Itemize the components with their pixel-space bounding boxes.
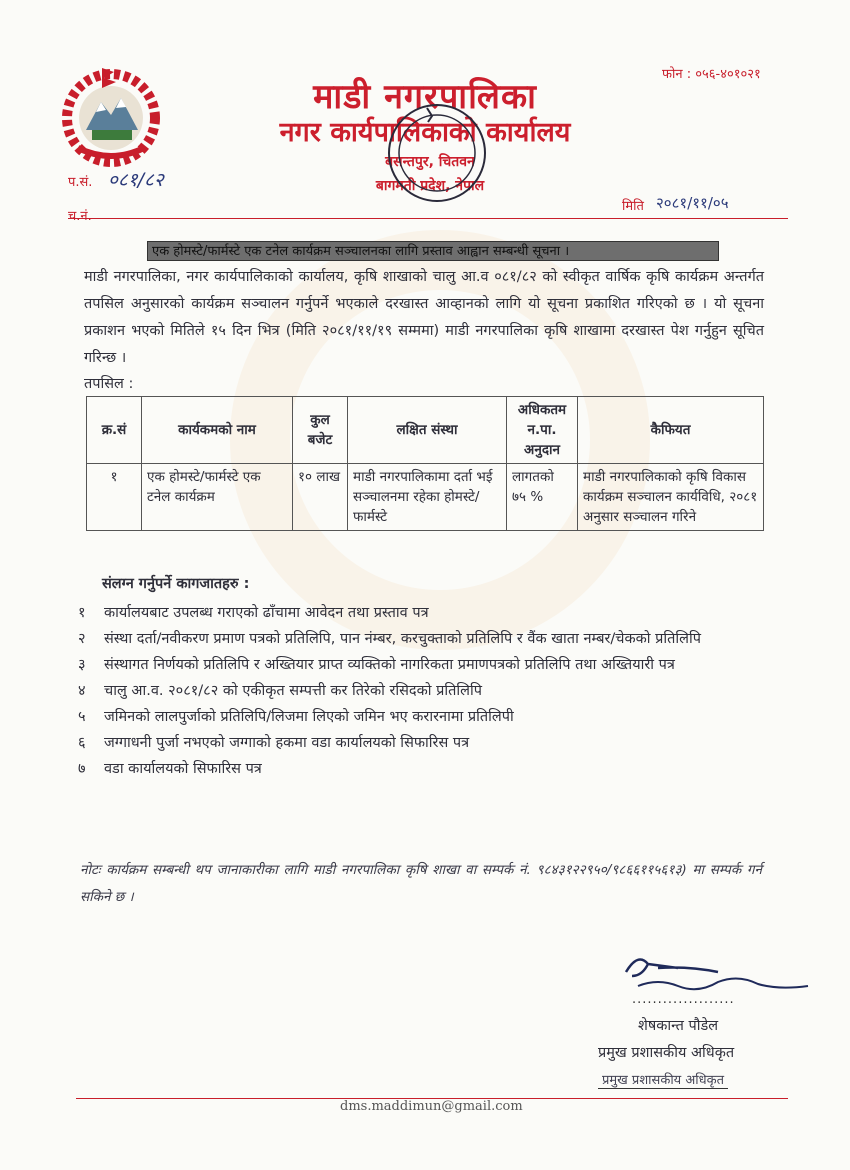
chalani-label: च.नं. — [68, 209, 92, 224]
col-header-grant: अधिकतम न.पा. अनुदान — [507, 397, 578, 464]
item-text: संस्था दर्ता/नवीकरण प्रमाण पत्रको प्रतिलिपि, पान नंम्बर, करचुक्ताको प्रतिलिपि र वैंक खाता नम्बर/चेकको प्रतिलिपि — [104, 631, 701, 647]
details-label: तपसिल : — [84, 376, 134, 392]
item-text: जमिनको लालपुर्जाको प्रतिलिपि/लिजमा लिएको जमिन भए करारनामा प्रतिलिपी — [104, 709, 514, 725]
signatory-title: प्रमुख प्रशासकीय अधिकृत — [598, 1045, 735, 1061]
item-number: २ — [78, 631, 86, 647]
item-number: ७ — [78, 761, 86, 777]
attachments-list — [78, 600, 778, 782]
ref-number-handwritten: ०८१/८२ — [108, 169, 164, 191]
contact-note: नोटः कार्यक्रम सम्बन्धी थप जानाकारीका लागि माडी नगरपालिका कृषि शाखा वा सम्पर्क नं. ९८४३१२२९५०/९८६६११५६१३) मा सम्पर्क गर्न सकिने छ । — [80, 862, 762, 905]
cell-serial: १ — [87, 464, 142, 531]
col-header-remarks: कैफियत — [578, 397, 764, 464]
office-seal-stamp — [382, 98, 492, 208]
col-header-budget: कुल बजेट — [293, 397, 348, 464]
nepal-emblem-logo — [56, 60, 166, 170]
table-row — [87, 464, 764, 531]
item-number: ५ — [78, 709, 86, 725]
location-line-1: बसन्तपुर, चितवन — [385, 154, 475, 170]
list-item — [78, 730, 778, 756]
item-number: १ — [78, 605, 86, 621]
attachments-heading: संलग्न गर्नुपर्ने कागजातहरु : — [102, 576, 250, 592]
col-header-serial: क्र.सं — [87, 397, 142, 464]
list-item — [78, 652, 778, 678]
cell-target: माडी नगरपालिकामा दर्ता भई सञ्चालनमा रहेका होमस्टे/फार्मस्टे — [348, 464, 507, 531]
item-text: जग्गाधनी पुर्जा नभएको जग्गाको हकमा वडा कार्यालयको सिफारिस पत्र — [104, 735, 470, 751]
list-item — [78, 678, 778, 704]
table-header-row — [87, 397, 764, 464]
ref-label: प.सं. — [68, 175, 93, 190]
location-line-2: बागमती प्रदेश, नेपाल — [375, 178, 485, 194]
cell-program: एक होमस्टे/फार्मस्टे एक टनेल कार्यक्रम — [142, 464, 293, 531]
item-text: वडा कार्यालयको सिफारिस पत्र — [104, 761, 262, 777]
date-value: २०८१/११/०५ — [656, 194, 729, 212]
org-name: माडी नगरपालिका — [313, 77, 537, 117]
phone-number: फोन : ०५६-४०१०२१ — [662, 67, 761, 82]
office-name: नगर कार्यपालिकाको कार्यालय — [279, 117, 571, 148]
col-header-target: लक्षित संस्था — [348, 397, 507, 464]
footer-email: dms.maddimun@gmail.com — [340, 1099, 523, 1114]
date-label: मिति — [622, 199, 644, 214]
item-text: संस्थागत निर्णयको प्रतिलिपि र अख्तियार प्राप्त व्यक्तिको नागरिकता प्रमाणपत्रको प्रतिलिपि तथा अख्तियारी पत्र — [104, 657, 675, 673]
program-table — [86, 396, 764, 531]
header-divider — [68, 218, 788, 219]
cell-budget: १० लाख — [293, 464, 348, 531]
item-number: ६ — [78, 735, 86, 751]
item-text: कार्यालयबाट उपलब्ध गराएको ढाँचामा आवेदन तथा प्रस्ताव पत्र — [104, 605, 429, 621]
designation-stamp: प्रमुख प्रशासकीय अधिकृत — [598, 1070, 728, 1089]
signatory-name: शेषकान्त पौडेल — [638, 1018, 719, 1034]
cell-grant: लागतको ७५ % — [507, 464, 578, 531]
list-item — [78, 600, 778, 626]
item-number: ४ — [78, 683, 86, 699]
notice-subject: एक होमस्टे/फार्मस्टे एक टनेल कार्यक्रम सञ्चालनका लागि प्रस्ताव आह्वान सम्बन्धी सूचना । — [147, 241, 719, 261]
cell-remarks: माडी नगरपालिकाको कृषि विकास कार्यक्रम सञ्चालन कार्यविधि, २०८१ अनुसार सञ्चालन गरिने — [578, 464, 764, 531]
item-number: ३ — [78, 657, 86, 673]
list-item — [78, 756, 778, 782]
list-item — [78, 626, 778, 652]
list-item — [78, 704, 778, 730]
col-header-program: कार्यकमको नाम — [142, 397, 293, 464]
item-text: चालु आ.व. २०८१/८२ को एकीकृत सम्पत्ती कर तिरेको रसिदको प्रतिलिपि — [104, 683, 482, 699]
notice-body: माडी नगरपालिका, नगर कार्यपालिकाको कार्यालय, कृषि शाखाको चालु आ.व ०८१/८२ को स्वीकृत वार्षिक कृषि कार्यक्रम अन्तर्गत तपसिल अनुसारको कार्यक्रम सञ्चालन गर्नुपर्ने भएकाले दरखास्त आव्हानको लागि यो सूचना प्रकाशित गरिएको छ । यो सूचना प्रकाशन भएको मितिले १५ दिन भित्र (मिति २०८१/११/१९ सम्ममा) माडी नगरपालिका कृषि शाखामा दरखास्त पेश गर्नुहुन सूचित गरिन्छ । — [84, 269, 764, 366]
signature-line: .................... — [632, 992, 735, 1007]
